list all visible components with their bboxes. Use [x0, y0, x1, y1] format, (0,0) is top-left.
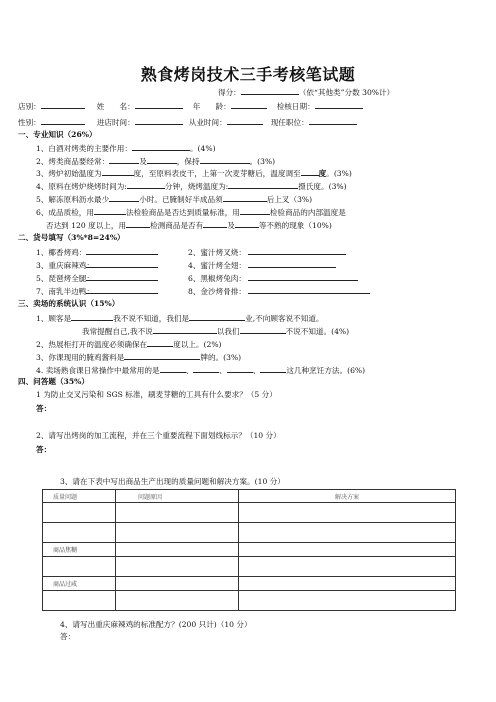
s1-q5-score: 后上叉（3%) — [266, 195, 313, 204]
s1-q1-text: 1、白酒对烤类的主要作用： — [36, 144, 132, 153]
table-cell[interactable] — [239, 503, 456, 523]
gender-blank[interactable] — [41, 116, 85, 125]
s2-blank-1[interactable] — [86, 246, 158, 255]
s3-q3-score: 牌的。(3%) — [200, 353, 242, 362]
s3-question-4: 4. 卖场熟食课日常操作中最常用的是 、 、 、 这几种烹饪方法。(6%) — [36, 366, 366, 375]
s1-q5-blank-1[interactable] — [109, 193, 139, 202]
s4-question-1: 1 为防止交叉污染和 SGS 标准，刷麦芽糖的工具有什么要求？（5 分） — [36, 390, 277, 399]
table-header-row — [43, 490, 456, 503]
s1-q3-degree: 度 — [318, 169, 327, 178]
table-cell[interactable] — [239, 557, 456, 577]
table-cell[interactable] — [239, 543, 456, 557]
s3-q2-score: 度以上。(2%) — [173, 340, 222, 349]
s2-item-6: 6、黑椒烤兔肉： — [188, 274, 246, 283]
s3-q2-text: 2、热展柜打开的温度必须确保在 — [36, 340, 148, 349]
age-label: 年 龄： — [192, 102, 231, 111]
info-row-1 — [18, 100, 363, 112]
s3-q1-score: 不说不知道。(4%) — [285, 327, 350, 336]
s1-q6-blank-3[interactable] — [126, 219, 150, 228]
s1-q2-text: 2、烤类商品要经常： — [36, 157, 110, 166]
s2-blank-7[interactable] — [86, 285, 158, 294]
section1-heading: 一、专业知识（26%） — [18, 130, 97, 139]
s3-q4-blank-3[interactable] — [227, 364, 253, 373]
s1-question-6-cont — [46, 219, 332, 231]
table-cell[interactable] — [116, 543, 239, 557]
gender-label: 性别： — [18, 118, 41, 127]
age-blank[interactable] — [231, 100, 267, 109]
position-blank[interactable] — [309, 116, 357, 125]
s1-q6-text: 6、成品质检，用 — [36, 208, 94, 217]
s3-q3-blank[interactable] — [124, 351, 200, 360]
s3-q1-blank-4[interactable] — [240, 325, 286, 334]
s3-q1-end: 业,不向顾客说不知道。 — [245, 314, 324, 323]
s3-q3-text: 3、你课现用的腌鸡酱料是 — [36, 353, 125, 362]
entry-time-blank[interactable] — [135, 116, 183, 125]
s1-question-2 — [36, 155, 275, 167]
table-cell[interactable] — [116, 591, 239, 611]
s4-q1-answer-label: 答： — [36, 404, 52, 413]
s4-q2-answer-label: 答： — [36, 445, 52, 454]
name-label: 姓 名： — [96, 102, 135, 111]
s1-q5-text: 5、解冻原料沥水最少 — [36, 195, 110, 204]
s1-q3-blank-2[interactable] — [301, 167, 319, 176]
table-header-cell: 质量问题 — [43, 490, 116, 503]
s3-q1-mid: 我不说不知道，我们是 — [113, 314, 190, 323]
s1-question-4 — [36, 180, 347, 192]
s1-question-5 — [36, 193, 312, 205]
s4-q4-answer-label: 答： — [60, 632, 76, 641]
s2-item-7: 7、南乳半边鸭： — [36, 287, 94, 296]
s2-row-2 — [36, 259, 336, 271]
s1-q6-blank-4[interactable] — [203, 219, 227, 228]
info-row-2 — [18, 116, 357, 128]
table-row — [43, 591, 456, 611]
table-cell[interactable] — [43, 523, 116, 543]
s1-q2-and: 及 — [139, 157, 147, 166]
table-cell[interactable] — [43, 591, 116, 611]
score-blank[interactable] — [241, 86, 299, 95]
s1-q2-score: 。(3%) — [249, 157, 276, 166]
table-cell[interactable] — [116, 523, 239, 543]
table-cell[interactable] — [239, 523, 456, 543]
s2-row-4 — [36, 285, 370, 297]
s1-q2-blank-3[interactable] — [200, 155, 250, 164]
s3-question-1 — [36, 312, 324, 324]
s1-q3-mid: 度，至原料表皮干，上第一次麦芽糖后，温度调至 — [133, 169, 301, 178]
quality-table — [42, 489, 456, 611]
s3-q4-blank-4[interactable] — [260, 364, 286, 373]
s4-question-3: 3、请在下表中写出商品生产出现的质量问题和解决方案。(10 分） — [60, 477, 285, 486]
s1-q6-blank-1[interactable] — [94, 206, 126, 215]
s2-blank-3[interactable] — [86, 259, 158, 268]
s2-item-3: 3、重庆麻辣鸡： — [36, 261, 94, 270]
s1-q6-mid-2: 检测商品是否有 — [150, 221, 204, 230]
s1-q1-blank[interactable] — [132, 142, 190, 151]
score-line — [218, 86, 394, 98]
table-cell: 商品焦糊 — [43, 543, 116, 557]
s1-q3-score: 。(3%) — [326, 169, 352, 178]
s2-blank-5[interactable] — [86, 272, 158, 281]
check-date-blank[interactable] — [315, 100, 363, 109]
s1-q5-mid: 小时。已腌制好半成品须 — [139, 195, 223, 204]
s2-item-2: 2、蜜汁烤叉烧： — [188, 248, 246, 257]
table-cell[interactable] — [239, 591, 456, 611]
s1-q4-score: 摄氏度。(3%) — [298, 182, 347, 191]
s1-q6-blank-2[interactable] — [240, 206, 270, 215]
table-row — [43, 503, 456, 523]
s3-q4-blank-1[interactable] — [160, 364, 186, 373]
s4-question-2: 2、请写出烤岗的加工流程，并在三个重要流程下面划线标示？（10 分） — [36, 431, 281, 440]
s1-q3-blank-1[interactable] — [102, 167, 134, 176]
work-time-blank[interactable] — [227, 116, 263, 125]
table-cell[interactable] — [43, 503, 116, 523]
s1-q6-score: 等不熟的现象（10%) — [258, 221, 332, 230]
s3-question-3 — [36, 351, 241, 363]
section2-heading: 二、货号填写（3%*8=24%） — [18, 233, 125, 242]
s1-q2-blank-1[interactable] — [109, 155, 139, 164]
s3-q1-mid-2: 以我们 — [216, 327, 240, 336]
s1-q3-text: 3、烤炉初始温度为 — [36, 169, 102, 178]
table-cell: 商品过咸 — [43, 577, 116, 591]
s2-blank-6[interactable] — [248, 272, 358, 281]
s1-q2-keep: ，保持 — [176, 157, 200, 166]
s2-item-5: 5、琵琶烤全腿： — [36, 274, 94, 283]
s3-q4-score: 这几种烹饪方法。(6%) — [286, 366, 366, 375]
table-row — [43, 577, 456, 591]
table-row — [43, 523, 456, 543]
store-label: 店别： — [18, 102, 41, 111]
section3-heading: 三、卖场的系统认识（15%） — [18, 299, 120, 308]
s2-row-1 — [36, 246, 346, 258]
s1-q4-blank-1[interactable] — [127, 180, 165, 189]
s1-q6-mid: 法检验商品是否达到质量标准，用 — [126, 208, 240, 217]
s1-question-6 — [36, 206, 346, 218]
work-time-label: 从业时间： — [188, 118, 227, 127]
table-row — [43, 543, 456, 557]
table-cell[interactable] — [239, 577, 456, 591]
s3-q4-text: 4. 卖场熟食课日常操作中最常用的是 — [36, 366, 160, 375]
s3-question-1-cont — [82, 325, 349, 337]
table-row — [43, 557, 456, 577]
s3-q1-text-2: 我常提醒自己,我不说 — [82, 327, 153, 336]
s1-q4-text: 4、原料在烤炉烧烤时间为: — [36, 182, 127, 191]
s1-q4-mid: 分钟，烧烤温度为: — [164, 182, 229, 191]
s2-blank-8[interactable] — [248, 285, 370, 294]
name-blank[interactable] — [135, 100, 183, 109]
s3-q2-blank[interactable] — [147, 338, 173, 347]
s2-item-8: 8、金沙烤骨排： — [188, 287, 246, 296]
table-cell[interactable] — [116, 503, 239, 523]
s2-item-4: 4、蜜汁烤全翅： — [188, 261, 246, 270]
s3-q1-text: 1、顾客是 — [36, 314, 72, 323]
table-header-cell: 问题原因 — [116, 490, 239, 503]
table-cell[interactable] — [43, 557, 116, 577]
s1-q1-score: 。(4%) — [189, 144, 216, 153]
section4-heading: 四、问答题（35%） — [18, 377, 89, 386]
table-cell[interactable] — [116, 557, 239, 577]
s1-question-3 — [36, 167, 352, 179]
s2-item-1: 1、椰香烤鸡： — [36, 248, 87, 257]
s3-q1-blank-3[interactable] — [153, 325, 217, 334]
s1-q4-blank-2[interactable] — [228, 180, 298, 189]
score-label: 得分： — [218, 88, 241, 97]
s3-q4-blank-2[interactable] — [193, 364, 219, 373]
s1-question-1 — [36, 142, 216, 154]
table-header-cell: 解决方案 — [239, 490, 456, 503]
page-title: 熟食烤岗技术三手考核笔试题 — [140, 65, 356, 84]
s2-row-3 — [36, 272, 358, 284]
s1-q6-and: 及 — [227, 221, 235, 230]
s1-q2-blank-2[interactable] — [147, 155, 177, 164]
score-note: （依“其他类”分数 30%计） — [298, 88, 395, 97]
s4-question-4: 4、请写出重庆麻辣鸡的标准配方？(200 只计)（10 分） — [60, 620, 252, 629]
s2-blank-2[interactable] — [248, 246, 346, 255]
store-blank[interactable] — [41, 100, 85, 109]
check-date-label: 检核日期： — [276, 102, 315, 111]
s1-q6-blank-5[interactable] — [235, 219, 259, 228]
s3-question-2 — [36, 338, 222, 350]
s1-q6-end: 检验商品的内部温度是 — [269, 208, 346, 217]
table-cell[interactable] — [116, 577, 239, 591]
s3-q1-blank-2[interactable] — [189, 312, 245, 321]
s3-q1-blank-1[interactable] — [71, 312, 113, 321]
s1-q5-blank-2[interactable] — [223, 193, 267, 202]
position-label: 现任职位： — [270, 118, 309, 127]
s2-blank-4[interactable] — [248, 259, 336, 268]
entry-time-label: 进店时间： — [96, 118, 135, 127]
s1-q6-text-2: 否达到 120 度以上，用 — [46, 221, 127, 230]
